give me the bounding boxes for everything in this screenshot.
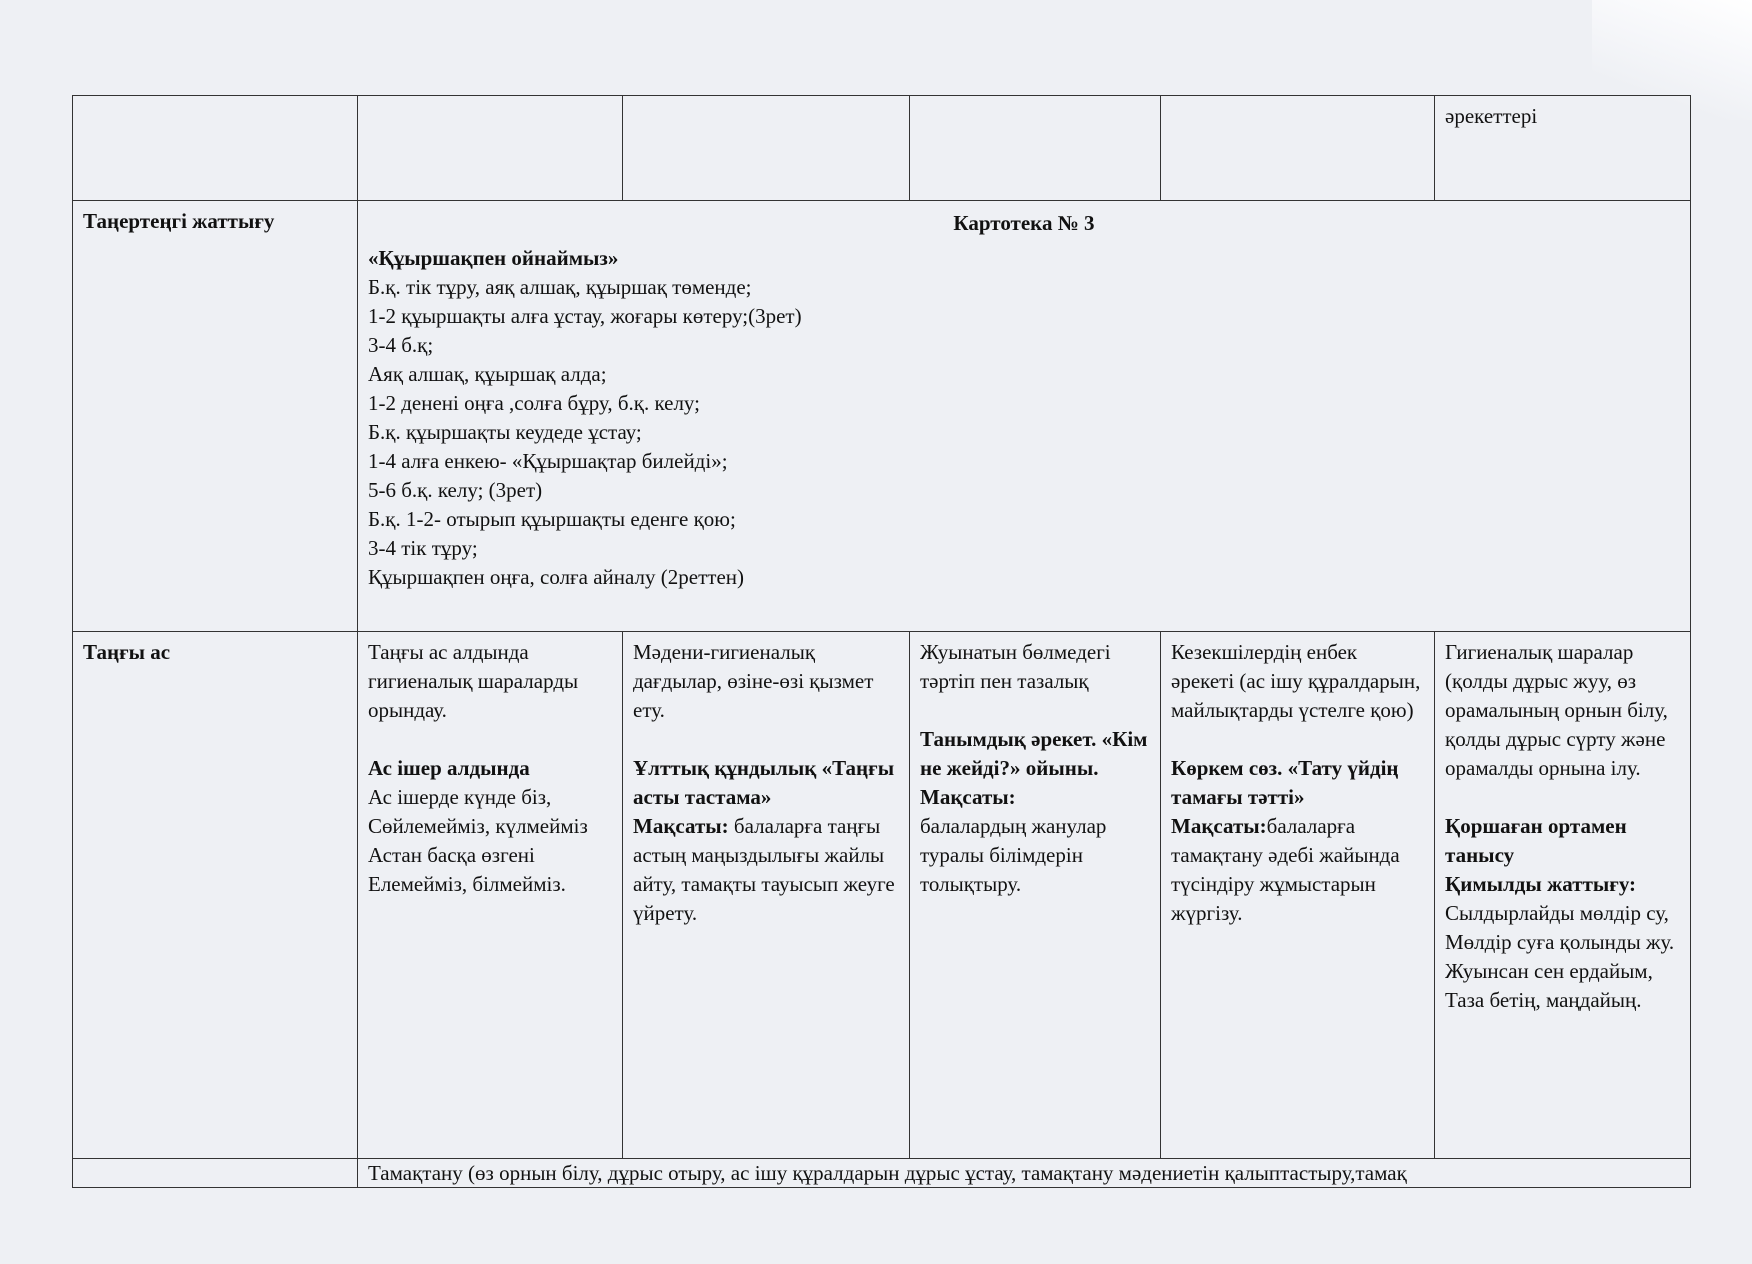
breakfast-col2 [358, 632, 623, 1159]
poem-line: Сөйлемейміз, күлмейміз [368, 814, 588, 838]
goal-label: Мақсаты: [1171, 814, 1267, 838]
morning-exercise-content [358, 201, 1691, 632]
header-cell-3 [623, 96, 910, 201]
rhyme-line: Таза бетің, маңдайың. [1445, 988, 1642, 1012]
poem-line: Ас ішерде күнде біз, [368, 785, 552, 809]
artistic-word-title: Көркем сөз. «Тату үйдің тамағы тәтті» [1171, 756, 1399, 809]
washroom-intro: Жуынатын бөлмедегі тәртіп пен тазалық [920, 640, 1111, 693]
environment-title: Қоршаған ортамен танысу [1445, 814, 1627, 867]
goal-text: балаларға таңғы астың маңыздылығы жайлы айту, тамақты тауысып жеуге үйрету. [633, 814, 895, 925]
poem-line: Астан басқа өзгені [368, 843, 535, 867]
header-cell-4 [910, 96, 1161, 201]
meal-row-label [73, 1159, 358, 1188]
exercise-line: Б.қ. құыршақты кеудеде ұстау; [368, 420, 642, 444]
header-row [73, 96, 1691, 201]
hygiene-intro: Таңғы ас алдында гигиеналық шараларды орындау. [368, 640, 579, 722]
header-cell-5 [1161, 96, 1435, 201]
exercise-line: 1-2 құыршақты алға ұстау, жоғары көтеру;(3рет) [368, 304, 802, 328]
poem-line: Елемейміз, білмейміз. [368, 872, 566, 896]
header-cell-2 [358, 96, 623, 201]
meal-row-text: Тамақтану (өз орнын білу, дұрыс отыру, ас ішу құралдарын дұрыс ұстау, тамақтану мәдениетін қалыптастыру,тамақ [358, 1159, 1691, 1188]
rhyme-line: Жуынсан сен ердайым, [1445, 959, 1653, 983]
rhyme-line: Мөлдір суға қолынды жу. [1445, 930, 1675, 954]
exercise-line: 1-4 алға енкею- «Құыршақтар билейді»; [368, 449, 728, 473]
header-col6-text: әрекеттері [1445, 104, 1538, 128]
exercise-line: 1-2 денені оңға ,солға бұру, б.қ. келу; [368, 391, 700, 415]
hygiene-measures: Гигиеналық шаралар (қолды дұрыс жуу, өз орамалының орнын білу, қолды дұрыс сүрту және орамалды орнына ілу. [1445, 640, 1668, 780]
daily-plan-table [72, 95, 1691, 1188]
meal-row [73, 1159, 1691, 1188]
breakfast-col3 [623, 632, 910, 1159]
exercise-line: 3-4 тік тұру; [368, 536, 478, 560]
exercise-line: Аяқ алшақ, құыршақ алда; [368, 362, 607, 386]
breakfast-col6 [1435, 632, 1691, 1159]
morning-exercise-label: Таңертеңгі жаттығу [73, 201, 358, 632]
breakfast-row [73, 632, 1691, 1159]
breakfast-label: Таңғы ас [73, 632, 358, 1159]
exercise-line: Құыршақпен оңға, солға айналу (2реттен) [368, 565, 744, 589]
cognitive-activity-title: Танымдық әрекет. «Кім не жейді?» ойыны. [920, 727, 1148, 780]
card-title: Картотека № 3 [953, 211, 1095, 235]
exercise-line: 5-6 б.қ. келу; (3рет) [368, 478, 543, 502]
morning-exercise-row [73, 201, 1691, 632]
exercise-line: Б.қ. 1-2- отырып құыршақты еденге қою; [368, 507, 736, 531]
exercise-title: «Құыршақпен ойнаймыз» [368, 246, 619, 270]
poem-title: Ас ішер алдында [368, 756, 530, 780]
breakfast-col5 [1161, 632, 1435, 1159]
skills-intro: Мәдени-гигиеналық дағдылар, өзіне-өзі қызмет ету. [633, 640, 874, 722]
national-value-title: Ұлттық құндылық «Таңғы асты тастама» [633, 756, 895, 809]
exercise-line: 3-4 б.қ; [368, 333, 434, 357]
header-cell-6 [1435, 96, 1691, 201]
duty-intro: Кезекшілердің енбек әрекеті (ас ішу құралдарын, майлықтарды үстелге қою) [1171, 640, 1421, 722]
breakfast-col4 [910, 632, 1161, 1159]
goal-text: балаларға тамақтану әдебі жайында түсіндіру жұмыстарын жүргізу. [1171, 814, 1400, 925]
movement-exercise-title: Қимылды жаттығу: [1445, 872, 1637, 896]
goal-label: Мақсаты: [633, 814, 729, 838]
header-cell-1 [73, 96, 358, 201]
exercise-line: Б.қ. тік тұру, аяқ алшақ, құыршақ төменде; [368, 275, 752, 299]
rhyme-line: Сылдырлайды мөлдір су, [1445, 901, 1669, 925]
goal-text: балалардың жанулар туралы білімдерін толықтыру. [920, 814, 1107, 896]
goal-label: Мақсаты: [920, 785, 1016, 809]
